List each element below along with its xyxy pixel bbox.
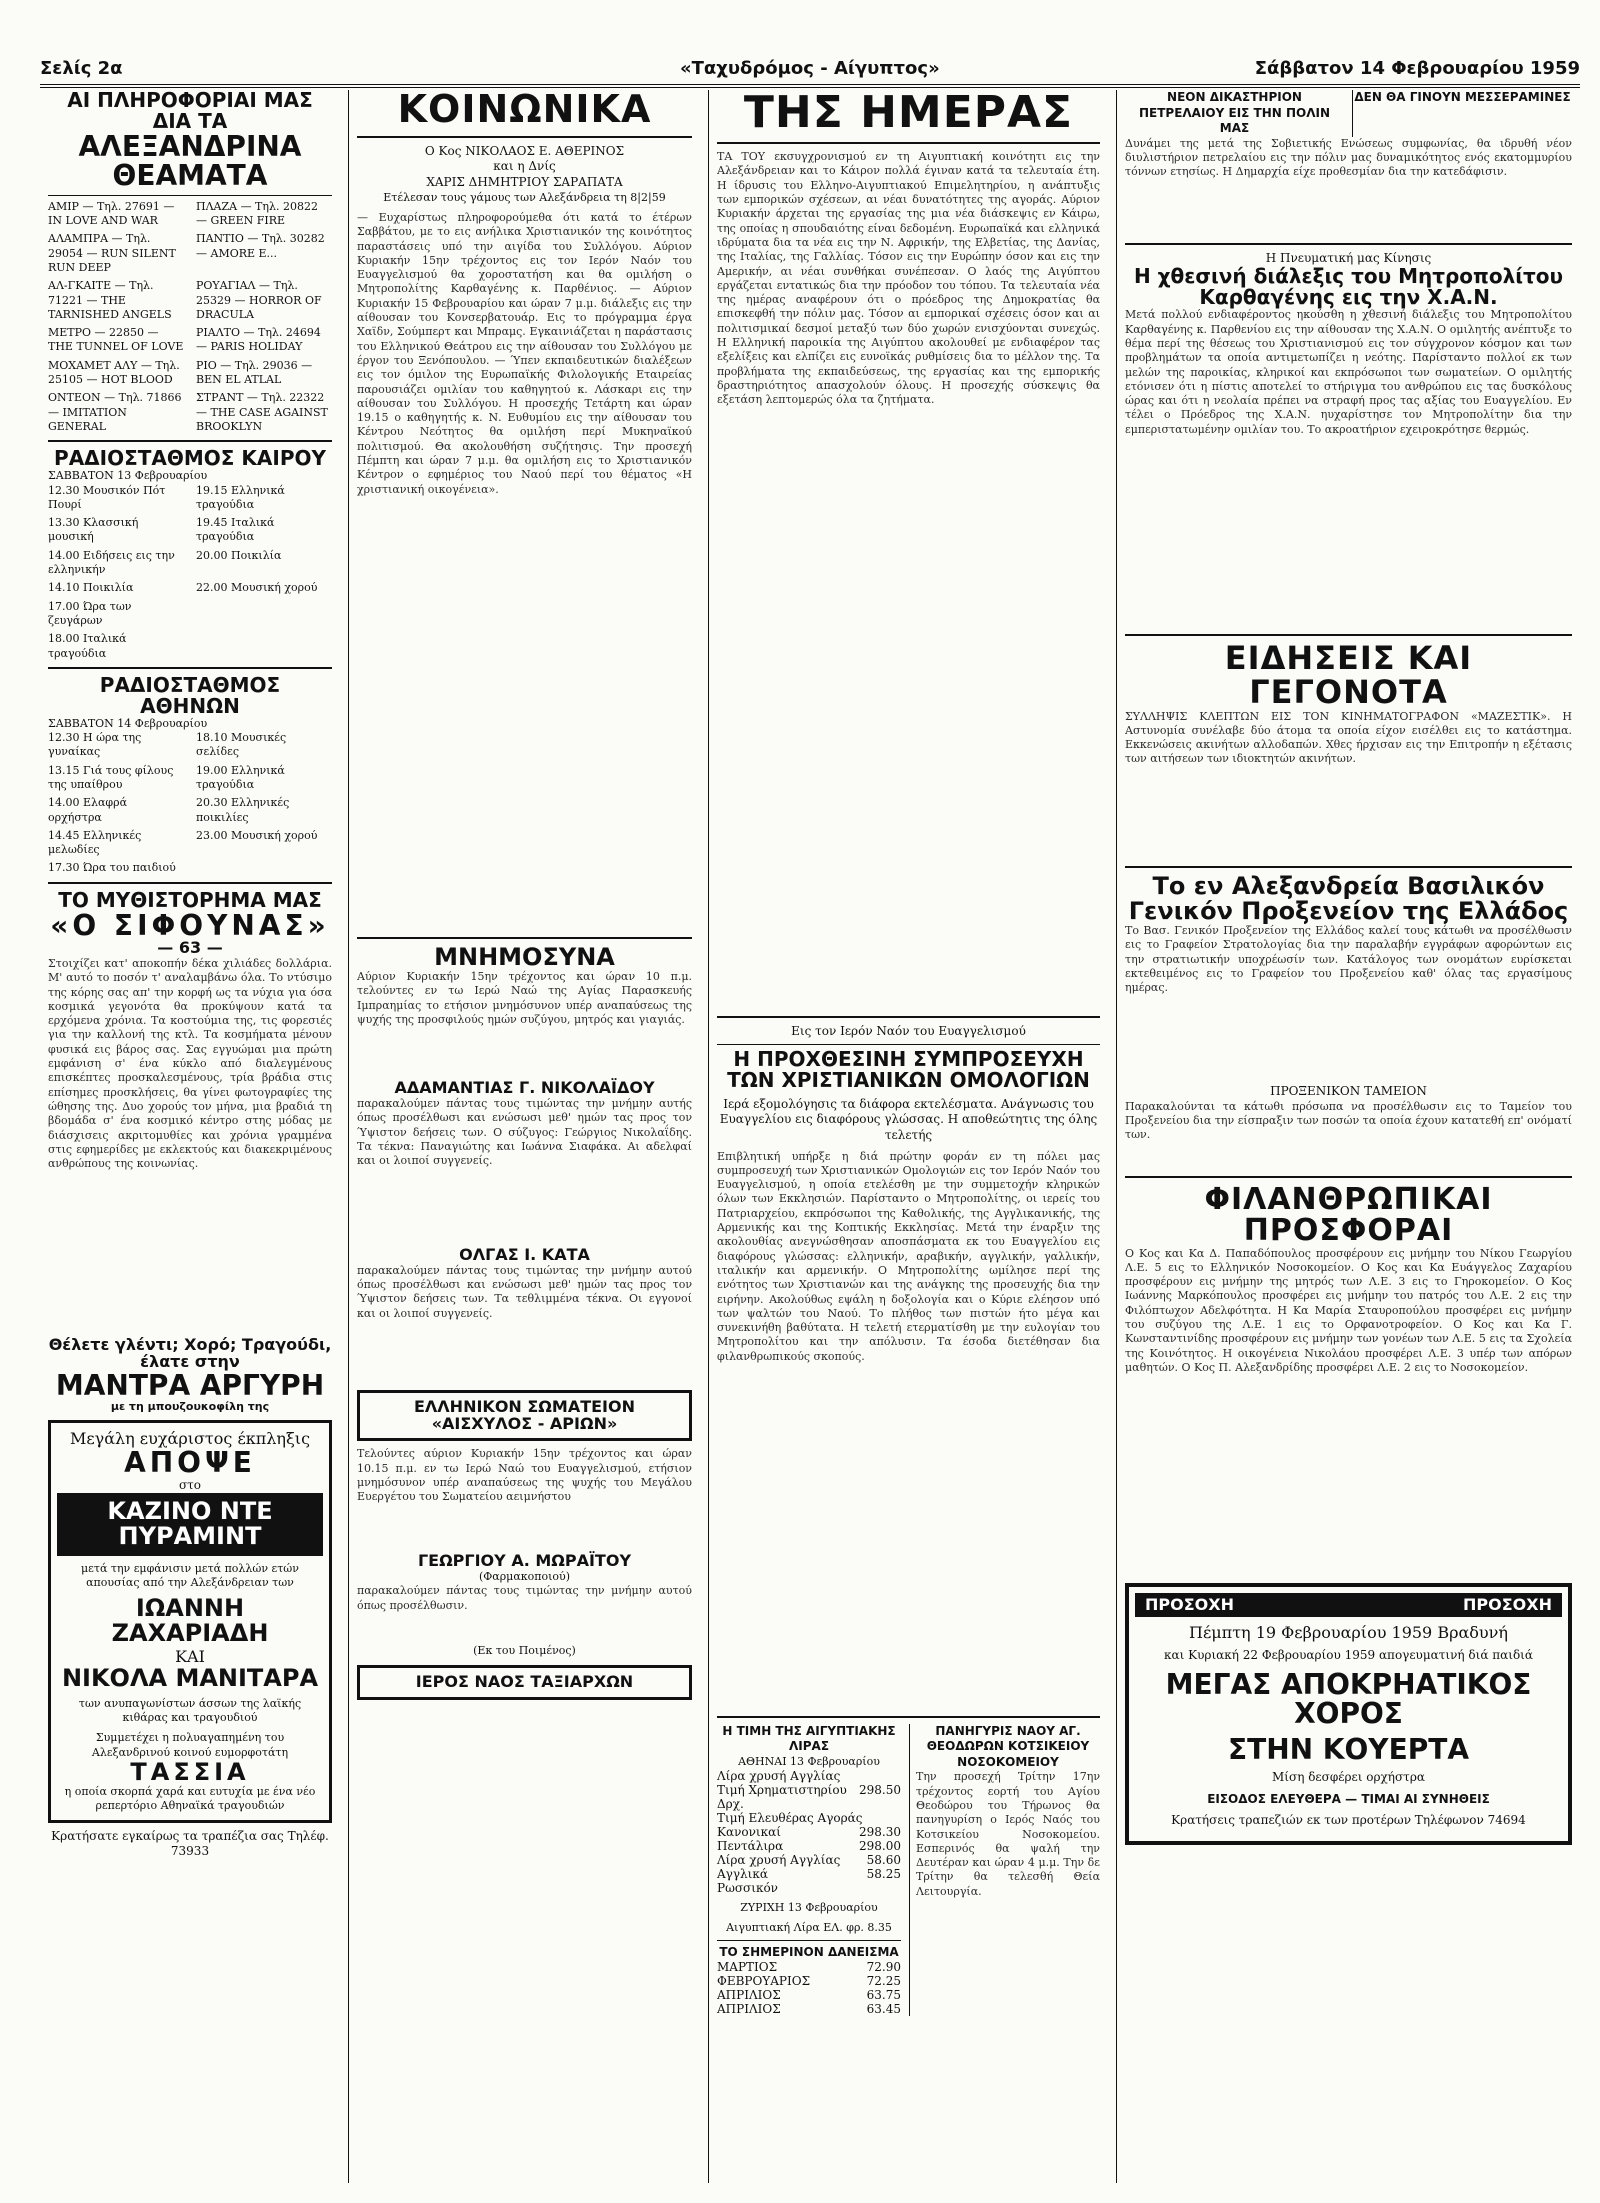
consulate-title-1: Το εν Αλεξανδρεία Βασιλικόν — [1152, 871, 1545, 900]
consulate-body: Το Βασ. Γενικόν Προξενείον της Ελλάδος καλεί τους κάτωθι να προσέλθωσιν εις το Γραφείον Στρατολογίας δια την παραλαβήν εγγράφων αφορώντων εις την στρατιωτικήν υποχρέωσίν των. Κατάλογος των ονομάτων ευρίσκεται εκτεθειμένος εις το Γραφείον του Προξενείου καθ' όλας τας εργασίμους ημέρας. — [1125, 923, 1572, 995]
radio-item: 18.10 Μουσικές σελίδες — [196, 731, 287, 759]
ann-event: ΜΕΓΑΣ ΑΠΟΚΡΗΑΤΙΚΟΣ ΧΟΡΟΣ — [1165, 1667, 1532, 1731]
church-separator: Εις τον Ιερόν Ναόν του Ευαγγελισμού — [791, 1024, 1026, 1039]
novel-ad-3: με τη μπουζουκοφίλη της — [110, 1399, 270, 1413]
radio-cairo-list — [48, 484, 332, 661]
radio-cairo-title: ΡΑΔΙΟΣΤΑΘΜΟΣ ΚΑΙΡΟΥ — [54, 446, 326, 471]
ann-header — [1135, 1593, 1562, 1618]
ann-date-1: Πέμπτη 19 Φεβρουαρίου 1959 Βραδυνή — [1189, 1623, 1508, 1643]
cotton-row: ΑΠΡΙΛΙΟΣ 63.75 — [717, 1988, 901, 2003]
novel-heading: ΤΟ ΜΥΘΙΣΤΟΡΗΜΑ ΜΑΣ — [58, 887, 322, 912]
prayer-title-1: Η ΠΡΟΧΘΕΣΙΝΗ ΣΥΜΠΡΟΣΕΥΧΗ — [733, 1046, 1084, 1071]
masthead — [40, 58, 1580, 88]
pound-price-block — [717, 1724, 901, 2017]
charity-body: Ο Κος και Κα Δ. Παπαδόπουλος προσφέρουν εις μνήμην του Νίκου Γεωργίου Λ.Ε. 5 εις το Ελληνικόν Νοσοκομείον. Ο Κος και Κα Ευάγγελος Ζαχαρίου προσφέρουν εις μνήμην της μητρός των Λ.Ε. 3 εις το Γηροκομείον. Ο Κος Ιωάννης Μαρκόπουλος προσφέρει εις μνήμην του πατρός του Λ.Ε. 2 εις την Φιλόπτωχον Αδελφότητα. Η Κα Μαρία Σταυροπούλου προσφέρει εις μνήμην του συζύγου της Λ.Ε. 1 εις το Ορφανοτροφείον. Ο Κος και Κα Γ. Κωνσταντινίδης προσφέρουν εις μνήμην των γονέων των Λ.Ε. 5 εις τα Σχολεία της Κοινότητος. Η οικογένεια Νικολάου προσφέρει Λ.Ε. 3 υπέρ των απόρων μαθητών. Ο Κος Π. Αλεξανδρίδης προσφέρει Λ.Ε. 2 εις το Νοσοκομείον. — [1125, 1246, 1572, 1374]
cinema-item: ΣΤΡΑΝΤ — Τηλ. 22322 — THE CASE AGAINST BROOKLYN — [196, 391, 328, 433]
cinema-item: ΑΛ-ΓΚΑΙΤΕ — Τηλ. 71221 — THE TARNISHED ANGELS — [48, 279, 172, 321]
news-title: ΕΙΔΗΣΕΙΣ ΚΑΙ ΓΕΓΟΝΟΤΑ — [1224, 639, 1473, 711]
court-body: Δυνάμει της μετά της Σοβιετικής Ενώσεως συμφωνίας, θα ιδρυθή νέον διυλιστήριον πετρελαίου εις την πόλιν μας δυναμικότητος ενός εκατομμυρίου τόννων ετησίως. Η Δημαρχία είχε προθεσμίαν δια την κατεδάφισιν. — [1125, 136, 1572, 179]
price-row: Αγγλικά 58.25 — [717, 1867, 901, 1882]
radio-item: 12.30 Η ώρα της γυναίκας — [48, 731, 142, 759]
cinema-item: ΡΟΥΑΓΙΑΛ — Τηλ. 25329 — HORROR OF DRACULA — [196, 279, 322, 321]
social-news-body: — Ευχαρίστως πληροφορούμεθα ότι κατά το έτέρων Σαββάτου, με το εις ανήλικα Χριστιανικόν της κοινότητος παραστάσεις υπό την αιγίδα του Συλλόγου. Αύριον Κυριακήν 15ην τρέχοντος εις τον Ιερόν Ναόν του Ευαγγελισμού θα χοροστατήση και θα ομιλήση ο Μητροπολίτης Καρθαγένης κ. Παρθένιος. — Αύριον Κυριακήν 15 Φεβρουαρίου και ώραν 7 μ.μ. διάλεξις εις την αίθουσαν του Κονσερβατουάρ. Εις το πρόγραμμα έργα Χαϊδν, Σούμπερτ και Μπραμς. Εγκαινιάζεται η παράστασις του Ελληνικού Θεάτρου εις την αίθουσαν του Συλλόγου με έργον του Ξενόπουλου. — Ύπεν εκπαιδευτικών διαλέξεων εις τον όμιλον της Ευρωπαϊκής Φιλολογικής Εταιρείας παρουσιάζει ομιλίαν του καθηγητού κ. Λάσκαρι εις την αίθουσαν του Συλλόγου. Η προσεχής Τετάρτη και ώραν 19.15 ο καθηγητής κ. Ν. Ευθυμίου εις την αίθουσαν του Κέντρου Νεότητος θα ομιλήση περί Μυκηναϊκού πολιτισμού. Θα ακολουθήση συζήτησις. Την προσεχή Πέμπτη και ώραν 7 μ.μ. θα ομιλήση εις το Χριστιανικόν Κέντρον ο εφημέριος του Ναού περί του θέματος «Η χριστιανική οικογένεια». — [357, 210, 692, 496]
association-box — [357, 1390, 692, 1442]
prices-day: ΑΘΗΝΑΙ 13 Φεβρουαρίου — [738, 1754, 880, 1768]
festival-body: Την προσεχή Τρίτην 17ην τρέχοντος εορτή του Αγίου Θεοδώρου του Τήρωνος θα πανηγυρίση ο Ιερός Ναός του Κοτσικείου Νοσοκομείου. Εσπερινός θα ψαλή την Δευτέραν και ώραν 4 μ.μ. Την δε Τρίτην θα τελεσθή Θεία Λειτουργία. — [916, 1770, 1100, 1898]
festival-block — [909, 1724, 1100, 2017]
top-headlines — [1125, 90, 1572, 137]
ann-booking: Κρατήσεις τραπεζιών εκ των προτέρων Τηλέφωνον 74694 — [1171, 1813, 1526, 1828]
radio-athens-list — [48, 731, 332, 876]
ad-name1: ΙΩΑΝΝΗ ΖΑΧΑΡΙΑΔΗ — [111, 1594, 269, 1648]
entertainment-title-1: ΑΙ ΠΛΗΡΟΦΟΡΙΑΙ ΜΑΣ ΔΙΑ ΤΑ — [67, 88, 313, 133]
price-row: Λίρα χρυσή Αγγλίας 58.60 — [717, 1853, 901, 1868]
treasury-title: ΠΡΟΞΕΝΙΚΟΝ ΤΑΜΕΙΟΝ — [1270, 1083, 1427, 1098]
cotton-row: ΑΠΡΙΛΙΟΣ 63.45 — [717, 2002, 901, 2017]
zurich-day: ΖΥΡΙΧΗ 13 Φεβρουαρίου — [740, 1901, 878, 1915]
memorial-body: Αύριον Κυριακήν 15ην τρέχοντος και ώραν 10 π.μ. τελούντες εν τω Ιερώ Ναώ της Αγίας Παρασκευής Ιμπραημίας το ετήσιον μνημόσυνον υπέρ αναπαύσεως της ψυχής της προσφιλούς ημών συζύγου, μητρός και γιαγιάς. — [357, 970, 692, 1027]
ad-with: μετά την εμφάνισιν μετά πολλών ετών απουσίας από την Αλεξάνδρειαν των — [81, 1561, 299, 1589]
ann-label-1: ΠΡΟΣΟΧΗ — [1145, 1594, 1234, 1614]
casino-ad — [48, 1420, 332, 1822]
news-body: ΣΥΛΛΗΨΙΣ ΚΛΕΠΤΩΝ ΕΙΣ ΤΟΝ ΚΙΝΗΜΑΤΟΓΡΑΦΟΝ «ΜΑΖΕΣΤΙΚ». Η Αστυνομία συνέλαβε δύο άτομα τα οποία είχον εισέλθει εις το κατάστημα. Εκκενώσεις ακινήτων αλλοδαπών. Χθες ήρχισαν εις την Επιτροπήν η εξέτασις των αιτήσεων των ιδιοκτητών ακινήτων. — [1125, 709, 1572, 766]
radio-item: 19.00 Ελληνικά τραγούδια — [196, 763, 285, 791]
ad-singer: ΤΑΣΣΙΑ — [130, 1757, 250, 1786]
ad-name2: ΝΙΚΟΛΑ ΜΑΝΙΤΑΡΑ — [61, 1663, 319, 1692]
memorial-sub-3: (Φαρμακοποιού) — [478, 1570, 571, 1584]
prayer-title-2: ΤΩΝ ΧΡΙΣΤΙΑΝΙΚΩΝ ΟΜΟΛΟΓΙΩΝ — [727, 1067, 1090, 1092]
novel-title: «Ο ΣΙΦΟΥΝΑΣ» — [50, 908, 330, 942]
lecture-title: Η χθεσινή διάλεξις του Μητροπολίτου Καρθαγένης εις την Χ.Α.Ν. — [1133, 264, 1564, 310]
bottom-blocks — [717, 1724, 1100, 2017]
zurich-line: Αιγυπτιακή Λίρα ΕΛ. φρ. 8.35 — [726, 1921, 892, 1935]
ann-date-2: και Κυριακή 22 Φεβρουαρίου 1959 απογευματινή διά παιδιά — [1164, 1648, 1533, 1663]
memorial-body-3: παρακαλούμεν πάντας τους τιμώντας την μνήμην αυτού όπως προσέλθωσι και ενώσωσι μεθ' ημών τας προς τον Ύψιστον δεήσεις των. Τα τεθλιμμένα τέκνα. Οι εγγονοί και οι λοιποί συγγενείς. — [357, 1263, 692, 1320]
cinema-item: ΠΑΝΤΙΟ — Τηλ. 30282 — AMORE E... — [196, 232, 325, 260]
cotton-title: ΤΟ ΣΗΜΕΡΙΝΟΝ ΔΑΝΕΙΣΜΑ — [719, 1944, 899, 1959]
radio-item: 14.45 Ελληνικές μελωδίες — [48, 828, 142, 857]
cinema-item: ΜΟΧΑΜΕΤ ΑΛΥ — Τηλ. 25105 — HOT BLOOD — [48, 358, 180, 387]
novel-episode: — 63 — — [157, 938, 223, 958]
ad-and: ΚΑΙ — [175, 1646, 205, 1666]
ad-desc: των ανυπαγωνίστων άσσων της λαϊκής κιθάρας και τραγουδιού — [78, 1696, 302, 1725]
novel-ad-1: Θέλετε γλέντι; Χορό; Τραγούδι, έλατε στην — [48, 1334, 332, 1371]
from-church: (Εκ του Ποιμένος) — [473, 1644, 576, 1658]
cinema-item: ΟΝΤΕΟΝ — Τηλ. 71866 — IMITATION GENERAL — [48, 391, 182, 433]
memorial-name-1: ΑΔΑΜΑΝΤΙΑΣ Γ. ΝΙΚΟΛΑΪΔΟΥ — [394, 1078, 655, 1098]
day-body: ΤΑ ΤΟΥ εκσυγχρονισμού εν τη Αιγυπτιακή κοινότητι εις την Αλεξάνδρειαν και το Κάιρον πολλά έγιναν κατά τα τελευταία έτη. Η ίδρυσις του Ελληνο-Αιγυπτιακού Επιμελητηρίου, η ανάπτυξις των εμπορικών σχέσεων, αι νέαι δυνατότητες της αγοράς. Αύριον Κυριακήν άρχεται της εργασίας της μια νέα διάσκεψις εν Κάιρω, της οποίας η σπουδαιότης είναι δεδομένη. Ευρωπαϊκά και ελληνικά ιδρύματα δια τα νέα εις την Ν. Αφρικήν, της Ελβετίας, της Δανίας, της Ιταλίας, της Γαλλίας. Τόσον εις την Ευρώπην όσον και εις την Αμερικήν, αι νέαι συνθήκαι συνέπεσαν. Ο λαός της Αιγύπτου εργάζεται εντατικώς δια την πρόοδον του τόπου. Τα τελευταία νέα της ημέρας αναφέρουν ότι ο πρόεδρος της Δημοκρατίας θα επισκεφθή την πόλιν μας. Τόσον αι εμπορικαί σχέσεις όσον και αι πολιτισμικαί δεσμοί μεταξύ των δύο χωρών ενισχύονται συνεχώς. Η Ελληνική παροικία της Αιγύπτου ακολουθεί με ενδιαφέρον τας εξελίξεις και ελπίζει εις ευνοϊκάς ρυθμίσεις δια το μέλλον της. Τα προβλήματα της εκπαιδεύσεως, της εργασίας και της εμπορικής δραστηριότητος απασχολούν όλους. Η προσεχής σύσκεψις θα εξετάση λεπτομερώς όλα τα ζητήματα. — [717, 150, 1100, 407]
wedding-line-3: ΧΑΡΙΣ ΔΗΜΗΤΡΙΟΥ ΣΑΡΑΠΑΤΑ — [426, 175, 623, 190]
lecture-body: Μετά πολλού ενδιαφέροντος ηκούσθη η χθεσινή διάλεξις του Μητροπολίτου Καρθαγένης κ. Παρθενίου εις την αίθουσαν της Χ.Α.Ν. Ο ομιλητής ανέπτυξε το θέμα περί της θέσεως του Χριστιανισμού εις τον σύγχρονον κόσμον και των προβλημάτων τα οποία αντιμετωπίζει η νεότης. Παρίσταντο πολλοί εκ των μελών της παροικίας, κληρικοί και εκπρόσωποι των σωματείων. Ο ομιλητής ετόνισεν ότι η πίστις αποτελεί το στήριγμα του ανθρώπου εις τας δυσκόλους ώρας και ότι η νεολαία πρέπει να στραφή προς τας αξίας του Ευαγγελίου. Εν τέλει ο Πρόεδρος της Χ.Α.Ν. ηυχαρίστησε τον Μητροπολίτην δια την εμπεριστατωμένην ομιλίαν του. Το ακροατήριον εχειροκρότησε θερμώς. — [1125, 308, 1572, 436]
consulate-title-2: Γενικόν Προξενείον της Ελλάδος — [1128, 896, 1569, 925]
column-entertainment — [40, 90, 340, 2183]
price-row: Ρωσσικόν — [717, 1881, 778, 1896]
wedding-line-2: και η Δνίς — [493, 159, 556, 174]
ad-tonight: ΑΠΟΨΕ — [124, 1446, 256, 1480]
court-title-2: ΔΕΝ ΘΑ ΓΙΝΟΥΝ ΜΕΣΣΕΡΑΜΙΝΕΣ — [1352, 90, 1572, 137]
radio-item: 19.15 Ελληνικά τραγούδια — [196, 483, 285, 511]
radio-item: 20.30 Ελληνικές ποικιλίες — [196, 796, 290, 824]
radio-item: 13.15 Γιά τους φίλους της υπαίθρου — [48, 763, 174, 791]
column-of-the-day — [708, 87, 1108, 2183]
column-news — [1116, 90, 1580, 2183]
radio-item: 12.30 Μουσικόν Πότ Πουρί — [48, 483, 166, 511]
association-body: Τελούντες αύριον Κυριακήν 15ην τρέχοντος και ώραν 10.15 π.μ. εν τω Ιερώ Ναώ του Ευαγγελισμού, ετήσιον μνημόσυνον υπέρ αναπαύσεως της ψυχής του Μεγάλου Ευεργέτου του Σωματείου αειμνήστου — [357, 1447, 692, 1504]
memorial-body-2: παρακαλούμεν πάντας τους τιμώντας την μνήμην αυτής όπως προσέλθωσι και ενώσωσι μεθ' ημών τας προς τον Ύψιστον δεήσεις των. Ο σύζυγος: Γεώργιος Νικολαΐδης. Τα τέκνα: Παναγιώτης και Ιωάννα Σιαφάκα. Αι αδελφαί και οι λοιποί συγγενείς. — [357, 1096, 692, 1168]
page-number: Σελίς 2α — [40, 58, 123, 79]
price-row: Τιμή Χρηματιστηρίου Δρχ. 298.50 — [717, 1783, 901, 1812]
radio-item: 23.00 Μουσική χορού — [196, 828, 318, 842]
association-name: «ΑΙΣΧΥΛΟΣ - ΑΡΙΩΝ» — [431, 1413, 618, 1433]
entertainment-title-2: ΑΛΕΞΑΝΔΡΙΝΑ ΘΕΑΜΑΤΑ — [78, 130, 302, 193]
ann-free: ΕΙΣΟΔΟΣ ΕΛΕΥΘΕΡΑ — ΤΙΜΑΙ ΑΙ ΣΥΝΗΘΕΙΣ — [1207, 1791, 1490, 1806]
issue-date: Σάββατον 14 Φεβρουαρίου 1959 — [1254, 58, 1580, 79]
prayer-subtitle: Ιερά εξομολόγησις τα διάφορα εκτελέσματα. Ανάγνωσις του Ευαγγελίου εις διαφόρους γλώσσας. Η αποθεώτητις της όλης τελετής — [719, 1096, 1098, 1142]
radio-item: 13.30 Κλασσική μουσική — [48, 516, 139, 544]
price-row: Τιμή Ελευθέρας Αγοράς — [717, 1811, 863, 1826]
wedding-line-1: Ο Κος ΝΙΚΟΛΑΟΣ Ε. ΑΘΕΡΙΝΟΣ — [424, 143, 625, 158]
ann-place: ΣΤΗΝ ΚΟΥΕΡΤΑ — [1227, 1732, 1470, 1766]
day-title: ΤΗΣ ΗΜΕΡΑΣ — [743, 87, 1074, 138]
prices-title: Η ΤΙΜΗ ΤΗΣ ΑΙΓΥΠΤΙΑΚΗΣ ΛΙΡΑΣ — [722, 1723, 896, 1754]
radio-item: 14.00 Ελαφρά ορχήστρα — [48, 796, 128, 824]
ad-desc2: η οποία σκορπά χαρά και ευτυχία με ένα νέο ρεπερτόριο Αθηναϊκά τραγουδιών — [64, 1785, 316, 1813]
cinema-item: ΑΜΙΡ — Τηλ. 27691 — IN LOVE AND WAR — [48, 199, 175, 228]
cotton-row: ΜΑΡΤΙΟΣ 72.90 — [717, 1960, 901, 1975]
cinema-item: ΠΛΑΖΑ — Τηλ. 20822 — GREEN FIRE — [196, 199, 318, 228]
memorial-name-2: ΟΛΓΑΣ Ι. ΚΑΤΑ — [459, 1244, 590, 1264]
radio-item: 14.00 Ειδήσεις εις την ελληνικήν — [48, 548, 175, 577]
prayer-body: Επιβλητική υπήρξε η διά πρώτην φοράν εν τη πόλει μας συμπροσευχή των Χριστιανικών Ομολογιών εις τον Ιερόν Ναόν του Ευαγγελισμού, η οποία ετελέσθη με την συμμετοχήν κληρικών όλων των Εκκλησιών. Παρίσταντο ο Μητροπολίτης, οι ιερείς του Πατριαρχείου, εκπρόσωποι της Καθολικής, της Αγγλικανικής, της Αρμενικής και της Κοπτικής Εκκλησίας. Μετά την έναρξιν της ακολουθίας ανεγνώσθησαν αποσπάσματα εκ του Ευαγγελίου εις διαφόρους γλώσσας: ελληνικήν, αραβικήν, αγγλικήν, γαλλικήν, ιταλικήν και αρμενικήν. Ο Μητροπολίτης ωμίλησε περί της ενότητος των Χριστιανών και της ανάγκης της προσευχής δια την ειρήνην. Ακολούθως εψάλη η δοξολογία και ο Κύριε ελέησον υπό των ψαλτών του Ναού. Το πλήθος των πιστών ήτο μέγα και συνεκινήθη βαθύτατα. Η τελετή ετερματίσθη με την ευλογίαν του Μητροπολίτου και την απόλυσιν. Τα έσοδα διετέθησαν δια φιλανθρωπικούς σκοπούς. — [717, 1149, 1100, 1363]
cinema-item: ΜΕΤΡΟ — 22850 — THE TUNNEL OF LOVE — [48, 326, 184, 354]
novel-body: Στοιχίζει κατ' αποκοπήν δέκα χιλιάδες δολλάρια. Μ' αυτό το ποσόν τ' αναλαμβάνω όλα. Το ντύσιμο της κόρης σας απ' την κορφή ως τα νύχια για όσα κοσμικά γεγονότα θα προκύψουν κατά τα ερχόμενα χρόνια. Τα κοστούμια της, τις φορεσιές για την καλλονή της κτλ. Τα κοσμήματα μένουν φυσικά εις βάρος σας. Σας εγγυώμαι μια πρώτη εμφάνιση σ' ένα κύκλο από διαλεγμένους επισκέπτες προσκαλεσμένους, τρία βράδια στις επίσημες προσκλήσεις, θα γίνει φωτογραφίες της ώθησης της. Δυο χορούς τον μήνα, μια βραδιά τη βδομάδα σ' ένα κοσμικό κέντρο στης μόδας με διάσχισεις ακριτομυθίες και χρόνια γραμμένα στις εφημερίδες με εκλεκτούς και διακεκριμένους ανθρώπους της κοινωνίας. — [48, 956, 332, 1171]
ann-label-2: ΠΡΟΣΟΧΗ — [1463, 1594, 1552, 1614]
memorial-body-4: παρακαλούμεν πάντας τους τιμώντας την μνήμην αυτού όπως προσέλθωσιν. — [357, 1584, 692, 1612]
cinema-list — [48, 200, 332, 434]
radio-item: 22.00 Μουσική χορού — [196, 581, 318, 595]
ann-music: Μίση δεσφέρει ορχήστρα — [1272, 1770, 1425, 1785]
association-title: ΕΛΛΗΝΙΚΟΝ ΣΩΜΑΤΕΙΟΝ — [413, 1396, 635, 1416]
cinema-item: ΡΙΑΛΤΟ — Τηλ. 24694 — PARIS HOLIDAY — [196, 326, 321, 354]
radio-athens-day: ΣΑΒΒΑΤΟΝ 14 Φεβρουαρίου — [48, 716, 208, 730]
radio-item: 14.10 Ποικιλία — [48, 581, 134, 595]
cinema-item: ΡΙΟ — Τηλ. 29036 — BEN EL ATLAL — [196, 358, 313, 387]
radio-item: 17.00 Ώρα των ζευγάρων — [48, 599, 132, 627]
novel-ad-2: ΜΑΝΤΡΑ ΑΡΓΥΡΗ — [55, 1368, 325, 1402]
price-row: Πεντάλιρα 298.00 — [717, 1839, 901, 1854]
price-row: Λίρα χρυσή Αγγλίας — [717, 1769, 841, 1784]
ad-venue: ΚΑΖΙΝΟ ΝΤΕ ΠΥΡΑΜΙΝΤ — [57, 1493, 323, 1555]
wedding-line-4: Ετέλεσαν τους γάμους των Αλεξάνδρεια τη 8|2|59 — [383, 190, 666, 204]
radio-athens-title: ΡΑΔΙΟΣΤΑΘΜΟΣ ΑΘΗΝΩΝ — [99, 672, 281, 718]
cinema-item: ΑΛΑΜΠΡΑ — Τηλ. 29054 — RUN SILENT RUN DEEP — [48, 232, 176, 274]
memorial-name-3: ΓΕΩΡΓΙΟΥ Α. ΜΩΡΑΪΤΟΥ — [417, 1551, 632, 1571]
ad-surprise: Μεγάλη ευχάριστος έκπληξις — [69, 1429, 311, 1449]
ad-booking: Κρατήσατε εγκαίρως τα τραπέζια σας Τηλέφ. 73933 — [51, 1828, 329, 1859]
memorial-title: ΜΝΗΜΟΣΥΝΑ — [434, 942, 615, 971]
festival-title: ΠΑΝΗΓΥΡΙΣ ΝΑΟΥ ΑΓ. ΘΕΟΔΩΡΩΝ ΚΟΤΣΙΚΕΙΟΥ ΝΟΣΟΚΟΜΕΙΟΥ — [926, 1723, 1090, 1769]
radio-item: 20.00 Ποικιλία — [196, 548, 282, 562]
ad-at: στο — [178, 1477, 202, 1492]
carnival-ad — [1125, 1583, 1572, 1845]
court-title-1: ΝΕΟΝ ΔΙΚΑΣΤΗΡΙΟΝ ΠΕΤΡΕΛΑΙΟΥ ΕΙΣ ΤΗΝ ΠΟΛΙΝ ΜΑΣ — [1138, 90, 1331, 136]
treasury-body: Παρακαλούνται τα κάτωθι πρόσωπα να προσέλθωσιν εις το Ταμείον του Προξενείου δια την είσπραξιν των ποσών τα οποία έχουν κατατεθή επ' ονόματί των. — [1125, 1099, 1572, 1142]
radio-item: 18.00 Ιταλικά τραγούδια — [48, 632, 127, 660]
ad-accompany: Συμμετέχει η πολυαγαπημένη του Αλεξανδρινού κοινού ευμορφοτάτη — [91, 1731, 289, 1759]
social-title: ΚΟΙΝΩΝΙΚΑ — [397, 87, 652, 131]
charity-title: ΦΙΛΑΝΘΡΩΠΙΚΑΙ ΠΡΟΣΦΟΡΑΙ — [1204, 1181, 1493, 1249]
price-row: Κανονικαί 298.30 — [717, 1825, 901, 1840]
radio-item: 19.45 Ιταλικά τραγούδια — [196, 516, 275, 544]
church-box — [357, 1665, 692, 1700]
radio-item: 17.30 Ώρα του παιδιού — [48, 861, 176, 875]
paper-name: «Ταχυδρόμος - Αίγυπτος» — [680, 58, 940, 79]
church-title: ΙΕΡΟΣ ΝΑΟΣ ΤΑΞΙΑΡΧΩΝ — [415, 1671, 634, 1691]
radio-cairo-day: ΣΑΒΒΑΤΟΝ 13 Φεβρουαρίου — [48, 469, 208, 483]
column-social — [348, 87, 700, 2183]
spiritual-movement: Η Πνευματική μας Κίνησις — [1265, 250, 1432, 265]
cotton-row: ΦΕΒΡΟΥΑΡΙΟΣ 72.25 — [717, 1974, 901, 1989]
